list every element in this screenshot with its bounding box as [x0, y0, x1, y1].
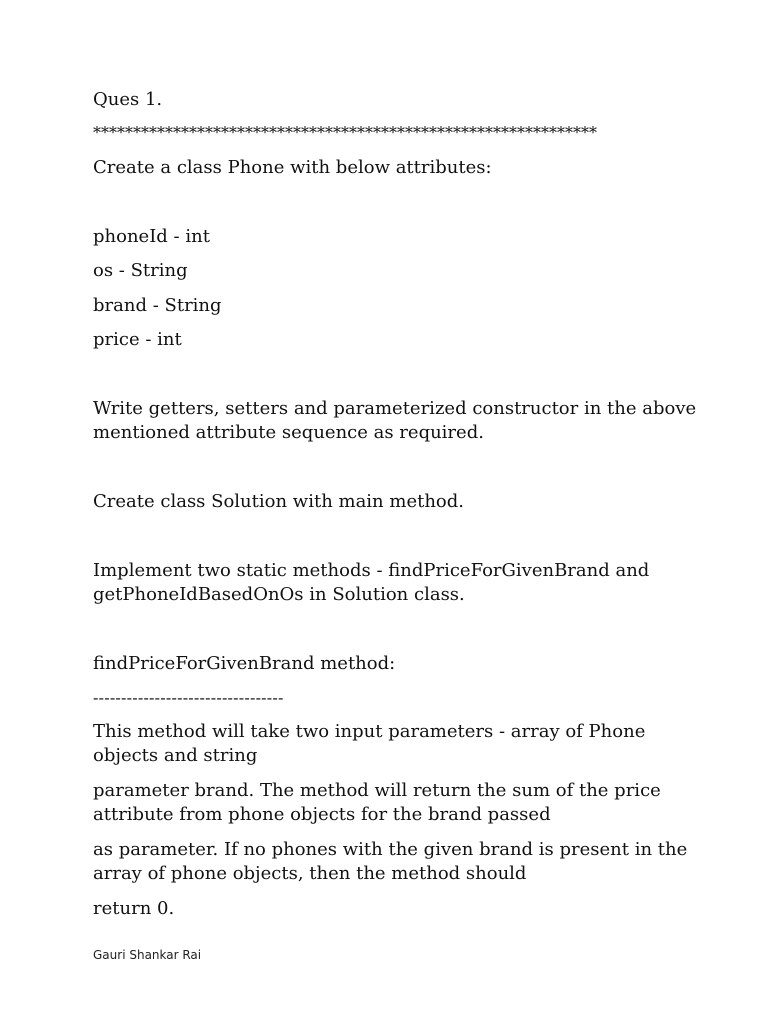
star-separator: *************************************************************** — [93, 123, 597, 142]
question-heading: Ques 1. — [93, 89, 163, 110]
method-heading: findPriceForGivenBrand method: — [93, 653, 396, 674]
method-paragraph-2 — [93, 779, 693, 827]
method-p3-line-1: as parameter. If no phones with the given brand is present in the — [93, 839, 688, 860]
method-paragraph-3 — [93, 838, 693, 886]
method-paragraph-4: return 0. — [93, 898, 175, 919]
static-line-1: Implement two static methods - findPriceForGivenBrand and — [93, 560, 650, 581]
attribute-price: price - int — [93, 329, 182, 350]
method-paragraph-1 — [93, 720, 693, 768]
getters-line-2: mentioned attribute sequence as required. — [93, 422, 484, 443]
intro-text: Create a class Phone with below attributes: — [93, 157, 492, 178]
getters-paragraph — [93, 397, 697, 445]
static-methods-paragraph — [93, 559, 693, 607]
solution-paragraph: Create class Solution with main method. — [93, 491, 465, 512]
attribute-phoneid: phoneId - int — [93, 226, 210, 247]
method-p2-line-2: attribute from phone objects for the brand passed — [93, 804, 551, 825]
attribute-brand: brand - String — [93, 295, 222, 316]
attribute-os: os - String — [93, 260, 188, 281]
footer-author: Gauri Shankar Rai — [93, 948, 202, 962]
method-p1-line-1: This method will take two input parameters - array of Phone — [93, 721, 646, 742]
method-p3-line-2: array of phone objects, then the method should — [93, 863, 527, 884]
method-p1-line-2: objects and string — [93, 745, 258, 766]
getters-line-1: Write getters, setters and parameterized constructor in the above — [93, 398, 697, 419]
dash-separator: ---------------------------------- — [93, 688, 284, 707]
static-line-2: getPhoneIdBasedOnOs in Solution class. — [93, 584, 465, 605]
method-p2-line-1: parameter brand. The method will return the sum of the price — [93, 780, 661, 801]
